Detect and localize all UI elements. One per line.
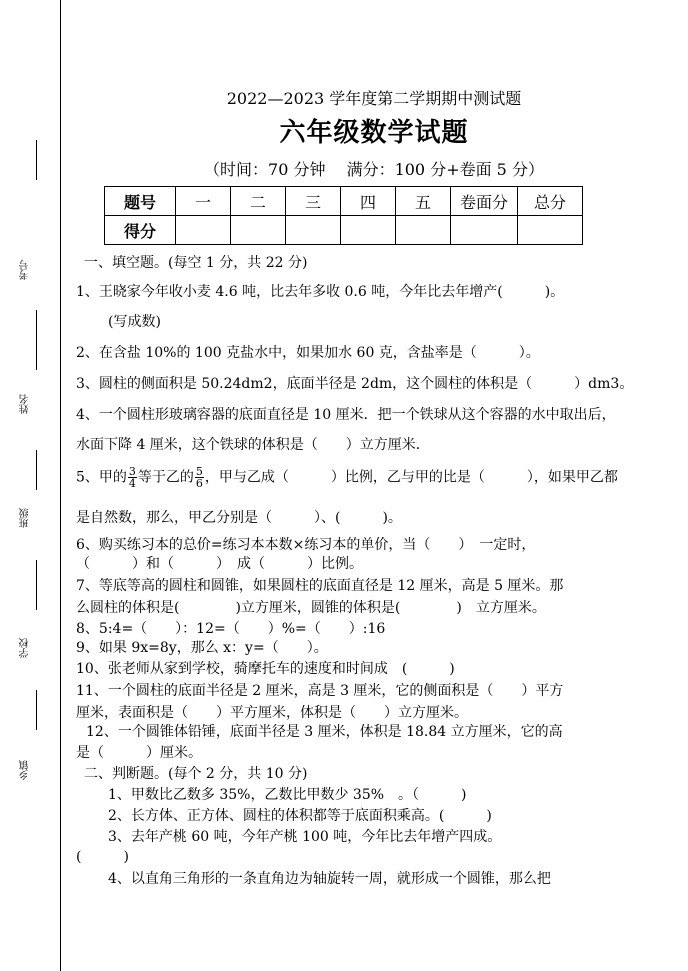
question-line: 4、一个圆柱形玻璃容器的底面直径是 10 厘米．把一个铁球从这个容器的水中取出后，: [76, 407, 616, 423]
score-cell-label: 题号: [105, 187, 176, 216]
score-cell-blank: [231, 216, 286, 245]
question-line: 1、甲数比乙数多 35%，乙数比甲数少 35% 。（ ): [108, 787, 467, 803]
side-field-name: [20, 310, 42, 430]
score-table-score-row: [105, 216, 583, 245]
side-field-class: [20, 450, 42, 540]
side-field-exam-no: [20, 140, 42, 300]
score-cell-blank: [286, 216, 341, 245]
score-cell-header: 四: [341, 187, 396, 216]
side-label-town: 乡镇: [20, 760, 31, 780]
section-heading: 一、填空题。(每空 1 分，共 22 分): [84, 255, 308, 271]
side-label-name: 姓名: [20, 394, 31, 414]
score-cell-label: 得分: [105, 216, 176, 245]
question-line: 8、5:4=（ ）：12=（ ）%=（ ）:16: [76, 621, 386, 637]
exam-title: 六年级数学试题: [279, 118, 469, 148]
score-cell-blank: [176, 216, 231, 245]
score-cell-blank: [396, 216, 451, 245]
question-line: 厘米，表面积是（ ）平方厘米，体积是（ ）立方厘米。: [76, 705, 468, 721]
question-line: 1、王晓家今年收小麦 4.6 吨，比去年多收 0.6 吨，今年比去年增产( )。: [76, 284, 565, 300]
question-line: 2、长方体、正方体、圆柱的体积都等于底面积乘高。( ): [108, 808, 492, 824]
score-cell-blank: [341, 216, 396, 245]
side-field-town: [20, 690, 42, 790]
score-cell-header: 一: [176, 187, 231, 216]
score-cell-header: 二: [231, 187, 286, 216]
question-5-line: 5、甲的 $\frac{3}{4}$ 等于乙的 $\frac{5}{6}$ ，甲与乙成（ ）比例，乙与甲的比是（ ），如果甲乙都: [76, 465, 618, 490]
score-table-header-row: [105, 187, 583, 216]
fraction-3-4: $\frac{3}{4}$: [128, 465, 136, 490]
question-line: 4、以直角三角形的一条直角边为轴旋转一周，就形成一个圆锥，那么把: [108, 871, 551, 887]
score-cell-header: 三: [286, 187, 341, 216]
side-label-school: 学校: [20, 638, 31, 658]
section-heading: 二、判断题。(每个 2 分，共 10 分): [84, 766, 308, 782]
question-line: 么圆柱的体积是( )立方厘米，圆锥的体积是( ) 立方厘米。: [76, 600, 546, 616]
question-line: (写成数): [108, 314, 161, 330]
question-line: 是（ ）厘米。: [76, 745, 202, 761]
side-field-school: [20, 560, 42, 670]
score-cell-header: 卷面分: [451, 187, 518, 216]
score-cell-header: 总分: [518, 187, 583, 216]
exam-meta: （时间：70 分钟 满分：100 分+卷面 5 分）: [204, 160, 544, 179]
fraction-5-6: $\frac{5}{6}$: [195, 465, 203, 490]
question-line: 10、张老师从家到学校，骑摩托车的速度和时间成 ( ): [76, 661, 455, 677]
side-label-class: 班级: [20, 508, 31, 528]
question-line: 3、去年产桃 60 吨，今年产桃 100 吨，今年比去年增产四成。: [108, 829, 502, 845]
question-line: 2、在含盐 10%的 100 克盐水中，如果加水 60 克，含盐率是（ ）。: [76, 345, 540, 361]
question-line: 6、购买练习本的总价=练习本本数×练习本的单价，当（ ） 一定时，: [76, 537, 536, 553]
score-table: [104, 186, 583, 245]
question-line: ( ): [76, 849, 129, 865]
score-cell-blank: [518, 216, 583, 245]
exam-year-line: 2022—2023 学年度第二学期期中测试题: [226, 89, 522, 108]
score-cell-blank: [451, 216, 518, 245]
question-line: 7、等底等高的圆柱和圆锥，如果圆柱的底面直径是 12 厘米，高是 5 厘米。那: [76, 578, 564, 594]
question-line: 是自然数，那么，甲乙分别是（ ）、( )。: [76, 510, 402, 526]
score-cell-header: 五: [396, 187, 451, 216]
question-line: 9、如果 9x=8y，那么 x：y=（ ）。: [76, 640, 328, 656]
question-line: 11、一个圆柱的底面半径是 2 厘米，高是 3 厘米，它的侧面积是（ ）平方: [76, 683, 564, 699]
side-label-exam-no: 考号: [20, 260, 31, 280]
question-line: 3、圆柱的侧面积是 50.24dm2，底面半径是 2dm，这个圆柱的体积是（ ）dm3。: [76, 376, 634, 392]
question-line: （ ）和（ ） 成（ ）比例。: [76, 556, 363, 572]
question-line: 水面下降 4 厘米，这个铁球的体积是（ ）立方厘米．: [76, 437, 430, 453]
question-line: 12、一个圆锥体铅锤，底面半径是 3 厘米，体积是 18.84 立方厘米，它的高: [86, 724, 563, 740]
